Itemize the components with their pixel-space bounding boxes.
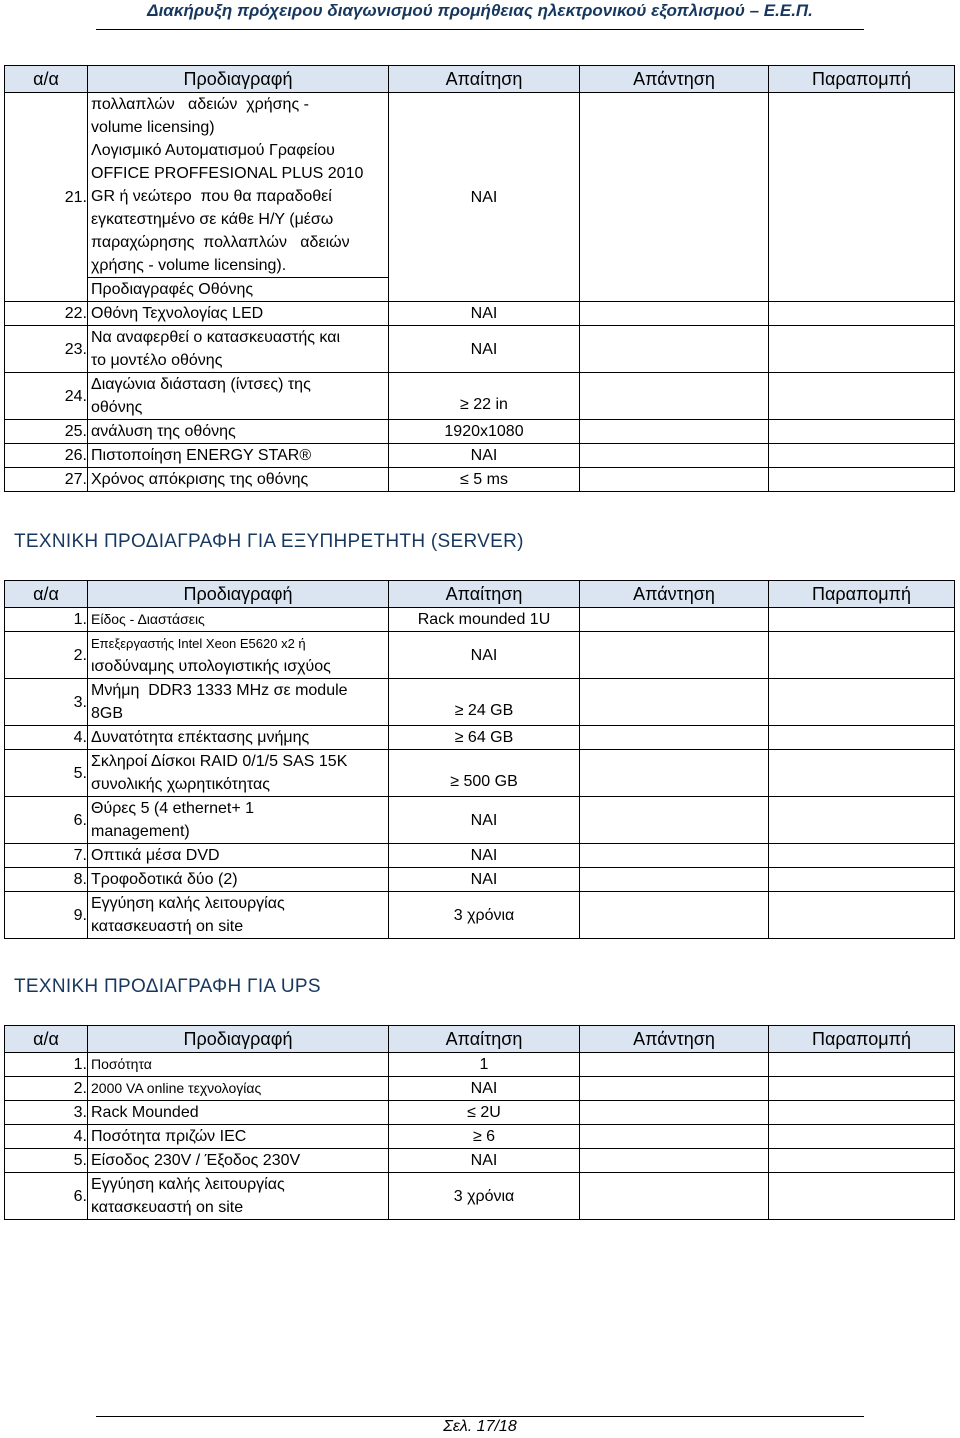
row-answer[interactable] (580, 844, 769, 868)
row-requirement: ΝΑΙ (389, 1149, 580, 1173)
row-answer[interactable] (580, 1053, 769, 1077)
row-number: 26. (5, 444, 88, 468)
row-answer[interactable] (580, 1101, 769, 1125)
row-answer[interactable] (580, 302, 769, 326)
row-number: 4. (5, 1125, 88, 1149)
row-reference[interactable] (769, 1053, 955, 1077)
spec-line: συνολικής χωρητικότητας (91, 776, 270, 793)
server-spec-table (4, 580, 955, 939)
table-row (5, 844, 955, 868)
table-header-row (5, 1026, 955, 1053)
row-answer[interactable] (580, 608, 769, 632)
row-reference[interactable] (769, 1077, 955, 1101)
row-spec (88, 1077, 389, 1101)
row-reference[interactable] (769, 679, 955, 726)
spec-line: Οθόνη Τεχνολογίας LED (91, 305, 264, 322)
row-requirement: ΝΑΙ (389, 444, 580, 468)
row-requirement: 1920x1080 (389, 420, 580, 444)
row-requirement: ≤ 2U (389, 1101, 580, 1125)
row-reference[interactable] (769, 844, 955, 868)
col-header-aa: α/α (5, 66, 88, 93)
row-answer[interactable] (580, 420, 769, 444)
table-header-row (5, 581, 955, 608)
table-body (5, 1053, 955, 1220)
spec-line: πολλαπλών αδειών χρήσης - (91, 96, 309, 113)
table-row (5, 797, 955, 844)
row-requirement: ≥ 24 GB (389, 679, 580, 726)
spec-line: Λογισμικό Αυτοματισμού Γραφείου (91, 142, 335, 159)
row-requirement: ≥ 64 GB (389, 726, 580, 750)
row-spec (88, 1053, 389, 1077)
col-header-answer: Απάντηση (580, 1026, 769, 1053)
spec-line: Rack Mounded (91, 1104, 199, 1121)
col-header-aa: α/α (5, 581, 88, 608)
table-row (5, 632, 955, 679)
table-row (5, 608, 955, 632)
spec-line: εγκατεστημένο σε κάθε Η/Υ (μέσω (91, 211, 334, 228)
row-number: 22. (5, 302, 88, 326)
row-requirement: ≤ 5 ms (389, 468, 580, 492)
spec-line: Επεξεργαστής Intel Xeon E5620 x2 ή (91, 636, 306, 651)
spec-line: Εγγύηση καλής λειτουργίας (91, 895, 285, 912)
row-number: 7. (5, 844, 88, 868)
spec-line: Σκληροί Δίσκοι RAID 0/1/5 SAS 15K (91, 753, 348, 770)
row-number: 5. (5, 750, 88, 797)
row-requirement: ΝΑΙ (389, 326, 580, 373)
row-answer[interactable] (580, 1173, 769, 1220)
row-answer[interactable] (580, 750, 769, 797)
row-spec (88, 1125, 389, 1149)
row-requirement: 1 (389, 1053, 580, 1077)
row-reference[interactable] (769, 1149, 955, 1173)
table-header-row (5, 66, 955, 93)
table-row (5, 1173, 955, 1220)
spec-line: volume licensing) (91, 119, 215, 136)
row-reference[interactable] (769, 302, 955, 326)
row-spec (88, 373, 389, 420)
table-body (5, 302, 955, 492)
table-row (5, 1077, 955, 1101)
table-row (5, 420, 955, 444)
spec-line: Διαγώνια διάσταση (ίντσες) της (91, 376, 311, 393)
row-requirement: ≥ 6 (389, 1125, 580, 1149)
footer-divider (96, 1416, 864, 1417)
row-spec (88, 679, 389, 726)
row-reference[interactable] (769, 93, 955, 302)
table-row (5, 1149, 955, 1173)
row-reference[interactable] (769, 1101, 955, 1125)
row-requirement: ≥ 500 GB (389, 750, 580, 797)
spec-line: 2000 VA online τεχνολογίας (91, 1080, 262, 1096)
spec-line: ισοδύναμης υπολογιστικής ισχύος (91, 658, 331, 675)
spec-line: οθόνης (91, 399, 143, 416)
col-header-spec: Προδιαγραφή (88, 66, 389, 93)
row-answer[interactable] (580, 632, 769, 679)
col-header-req: Απαίτηση (389, 1026, 580, 1053)
row-requirement: ΝΑΙ (389, 1077, 580, 1101)
row-number: 2. (5, 1077, 88, 1101)
col-header-aa: α/α (5, 1026, 88, 1053)
col-header-spec: Προδιαγραφή (88, 581, 389, 608)
subheading: Προδιαγραφές Οθόνης (88, 278, 389, 302)
spec-line: OFFICE PROFFESIONAL PLUS 2010 (91, 165, 364, 182)
page-number: Σελ. 17/18 (443, 1418, 517, 1435)
row-number: 24. (5, 373, 88, 420)
row-answer[interactable] (580, 1077, 769, 1101)
table-row (5, 302, 955, 326)
table-body (5, 608, 955, 939)
row-number: 21. (5, 93, 88, 302)
row-number: 4. (5, 726, 88, 750)
row-answer[interactable] (580, 797, 769, 844)
table-row (5, 93, 955, 278)
row-answer[interactable] (580, 373, 769, 420)
row-answer[interactable] (580, 868, 769, 892)
row-reference[interactable] (769, 1173, 955, 1220)
row-number: 25. (5, 420, 88, 444)
spec-line: Μνήμη DDR3 1333 MHz σε module (91, 682, 348, 699)
spec-line: Είδος - Διαστάσεις (91, 611, 205, 627)
spec-line: χρήσης - volume licensing). (91, 257, 287, 274)
ups-spec-table (4, 1025, 955, 1220)
row-reference[interactable] (769, 608, 955, 632)
table-row (5, 444, 955, 468)
row-spec (88, 726, 389, 750)
row-answer[interactable] (580, 1149, 769, 1173)
spec-line: το μοντέλο οθόνης (91, 352, 223, 369)
row-spec (88, 1101, 389, 1125)
row-spec (88, 444, 389, 468)
row-reference[interactable] (769, 444, 955, 468)
row-requirement: Rack mounded 1U (389, 608, 580, 632)
row-requirement: ΝΑΙ (389, 93, 580, 302)
spec-line: κατασκευαστή on site (91, 1199, 244, 1216)
row-spec (88, 468, 389, 492)
row-answer[interactable] (580, 892, 769, 939)
spec-line: κατασκευαστή on site (91, 918, 244, 935)
row-reference[interactable] (769, 1125, 955, 1149)
row-answer[interactable] (580, 93, 769, 302)
row-number: 6. (5, 1173, 88, 1220)
row-spec (88, 868, 389, 892)
row-requirement: 3 χρόνια (389, 1173, 580, 1220)
col-header-answer: Απάντηση (580, 581, 769, 608)
spec-line: παραχώρησης πολλαπλών αδειών (91, 234, 350, 251)
row-spec (88, 632, 389, 679)
table-row (5, 1125, 955, 1149)
row-spec (88, 1149, 389, 1173)
table-row (5, 373, 955, 420)
row-requirement: 3 χρόνια (389, 892, 580, 939)
table-row (5, 1053, 955, 1077)
spec-line: Ποσότητα (91, 1056, 152, 1072)
row-reference[interactable] (769, 632, 955, 679)
page-header-title: Διακήρυξη πρόχειρου διαγωνισμού προμήθειας ηλεκτρονικού εξοπλισμού – Ε.Ε.Π. (147, 1, 813, 20)
spec-line: Δυνατότητα επέκτασης μνήμης (91, 729, 310, 746)
row-requirement: ΝΑΙ (389, 302, 580, 326)
row-spec (88, 326, 389, 373)
table-row (5, 726, 955, 750)
row-reference[interactable] (769, 868, 955, 892)
spec-line: GR ή νεώτερο που θα παραδοθεί (91, 188, 332, 205)
spec-line: Χρόνος απόκρισης της οθόνης (91, 471, 309, 488)
row-number: 6. (5, 797, 88, 844)
col-header-ref: Παραπομπή (769, 66, 955, 93)
row-number: 5. (5, 1149, 88, 1173)
row-reference[interactable] (769, 326, 955, 373)
row-spec (88, 608, 389, 632)
row-requirement: ΝΑΙ (389, 868, 580, 892)
spec-line: Πιστοποίηση ENERGY STAR® (91, 447, 312, 464)
col-header-answer: Απάντηση (580, 66, 769, 93)
table-row (5, 679, 955, 726)
row-spec (88, 750, 389, 797)
row-requirement: ΝΑΙ (389, 844, 580, 868)
spec-line: ανάλυση της οθόνης (91, 423, 236, 440)
row-number: 3. (5, 1101, 88, 1125)
row-number: 3. (5, 679, 88, 726)
row-spec (88, 797, 389, 844)
spec-line: Τροφοδοτικά δύο (2) (91, 871, 238, 888)
row-answer[interactable] (580, 468, 769, 492)
col-header-req: Απαίτηση (389, 581, 580, 608)
row-reference[interactable] (769, 420, 955, 444)
row-answer[interactable] (580, 679, 769, 726)
row-requirement: ΝΑΙ (389, 797, 580, 844)
spec-line: Θύρες 5 (4 ethernet+ 1 (91, 800, 254, 817)
row-number: 8. (5, 868, 88, 892)
row-spec (88, 93, 389, 278)
display-spec-table (4, 65, 955, 492)
row-answer[interactable] (580, 1125, 769, 1149)
row-reference[interactable] (769, 726, 955, 750)
row-spec (88, 420, 389, 444)
spec-line: management) (91, 823, 190, 840)
table-row (5, 326, 955, 373)
col-header-spec: Προδιαγραφή (88, 1026, 389, 1053)
row-requirement: ΝΑΙ (389, 632, 580, 679)
row-spec (88, 844, 389, 868)
row-number: 23. (5, 326, 88, 373)
spec-line: Να αναφερθεί ο κατασκευαστής και (91, 329, 340, 346)
row-number: 1. (5, 1053, 88, 1077)
row-spec (88, 892, 389, 939)
spec-line: Εγγύηση καλής λειτουργίας (91, 1176, 285, 1193)
row-spec (88, 1173, 389, 1220)
col-header-req: Απαίτηση (389, 66, 580, 93)
table-row (5, 750, 955, 797)
table-row (5, 868, 955, 892)
row-reference[interactable] (769, 468, 955, 492)
table-row (5, 468, 955, 492)
row-reference[interactable] (769, 373, 955, 420)
header-divider (96, 29, 864, 30)
row-reference[interactable] (769, 892, 955, 939)
row-number: 2. (5, 632, 88, 679)
spec-line: Είσοδος 230V / Έξοδος 230V (91, 1152, 301, 1169)
spec-line: 8GB (91, 705, 124, 722)
row-requirement: ≥ 22 in (389, 373, 580, 420)
section-title-ups: ΤΕΧΝΙΚΗ ΠΡΟΔΙΑΓΡΑΦΗ ΓΙΑ UPS (14, 976, 321, 997)
spec-line: Ποσότητα πριζών IEC (91, 1128, 247, 1145)
row-number: 9. (5, 892, 88, 939)
row-answer[interactable] (580, 326, 769, 373)
row-reference[interactable] (769, 797, 955, 844)
col-header-ref: Παραπομπή (769, 1026, 955, 1053)
table-row (5, 892, 955, 939)
row-answer[interactable] (580, 726, 769, 750)
col-header-ref: Παραπομπή (769, 581, 955, 608)
table-row (5, 1101, 955, 1125)
row-number: 27. (5, 468, 88, 492)
row-reference[interactable] (769, 750, 955, 797)
row-answer[interactable] (580, 444, 769, 468)
spec-line: Οπτικά μέσα DVD (91, 847, 220, 864)
row-spec (88, 302, 389, 326)
section-title-server: ΤΕΧΝΙΚΗ ΠΡΟΔΙΑΓΡΑΦΗ ΓΙΑ ΕΞΥΠΗΡΕΤΗΤΗ (SERVER) (14, 531, 524, 552)
row-number: 1. (5, 608, 88, 632)
